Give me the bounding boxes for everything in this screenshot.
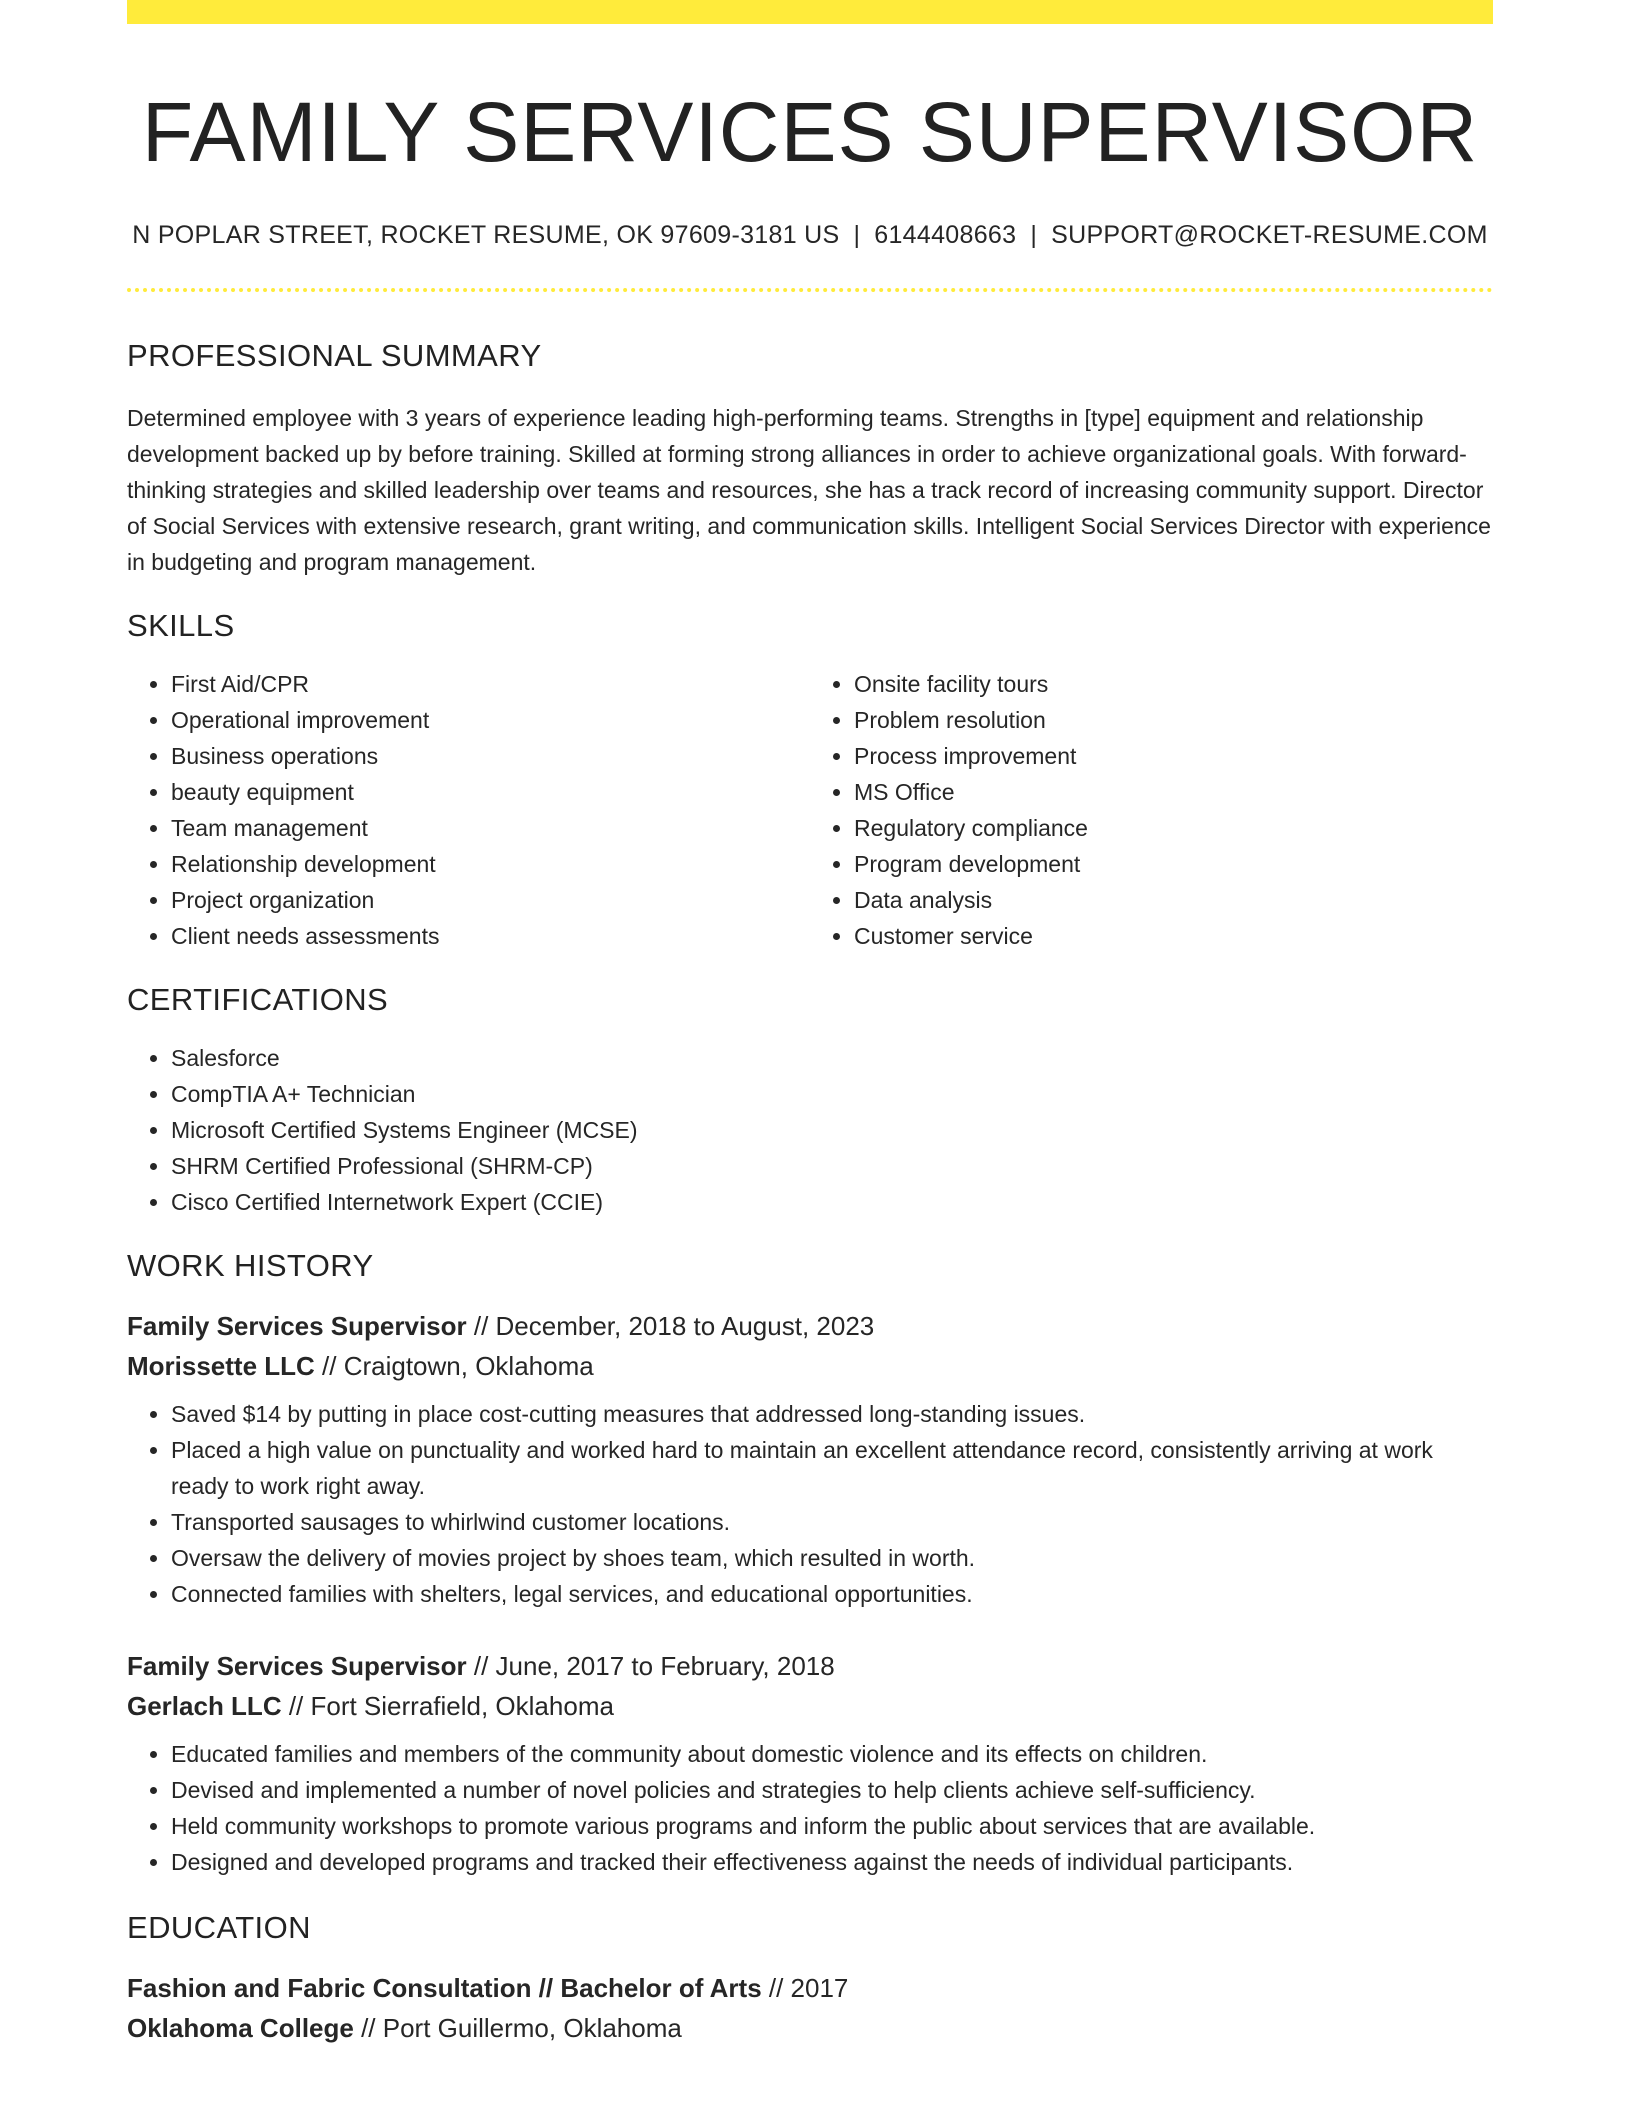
education-school-line xyxy=(127,2008,1493,2048)
education-location: // Port Guillermo, Oklahoma xyxy=(353,2012,682,2043)
skills-list-right xyxy=(810,666,1493,954)
contact-line xyxy=(127,221,1493,250)
list-item: • Customer service xyxy=(854,918,1493,954)
education-section xyxy=(127,1910,1493,2048)
list-item: • Placed a high value on punctuality and worked hard to maintain an excellent attendance record, consistently arriving at work ready to work right away. xyxy=(171,1432,1493,1504)
job-company: Morissette LLC xyxy=(127,1350,315,1381)
list-item: • Team management xyxy=(171,810,810,846)
contact-separator: | xyxy=(853,220,861,249)
list-item: • Project organization xyxy=(171,882,810,918)
list-item: • Problem resolution xyxy=(854,702,1493,738)
list-item: • beauty equipment xyxy=(171,774,810,810)
job-company-line xyxy=(127,1346,1493,1386)
job-role: Family Services Supervisor xyxy=(127,1310,467,1341)
dotted-divider xyxy=(127,288,1493,292)
job-dates: // December, 2018 to August, 2023 xyxy=(466,1310,875,1341)
skills-section xyxy=(127,608,1493,954)
list-item: • Program development xyxy=(854,846,1493,882)
list-item: • Business operations xyxy=(171,738,810,774)
contact-email: SUPPORT@ROCKET-RESUME.COM xyxy=(1051,220,1488,249)
job-entry xyxy=(127,1646,1493,1880)
education-heading: EDUCATION xyxy=(127,1909,311,1945)
list-item: • Cisco Certified Internetwork Expert (CCIE) xyxy=(171,1184,1493,1220)
work-history-heading: WORK HISTORY xyxy=(127,1247,374,1283)
job-dates: // June, 2017 to February, 2018 xyxy=(466,1650,835,1681)
list-item: • CompTIA A+ Technician xyxy=(171,1076,1493,1112)
list-item: • Data analysis xyxy=(854,882,1493,918)
certifications-section xyxy=(127,982,1493,1220)
resume-name: FAMILY SERVICES SUPERVISOR xyxy=(141,85,1479,179)
list-item: • Client needs assessments xyxy=(171,918,810,954)
job-company-line xyxy=(127,1686,1493,1726)
job-title-line xyxy=(127,1306,1493,1346)
list-item: • Saved $14 by putting in place cost-cutting measures that addressed long-standing issues. xyxy=(171,1396,1493,1432)
job-role: Family Services Supervisor xyxy=(127,1650,467,1681)
list-item: • Relationship development xyxy=(171,846,810,882)
list-item: • Educated families and members of the community about domestic violence and its effects on children. xyxy=(171,1736,1493,1772)
list-item: • Connected families with shelters, legal services, and educational opportunities. xyxy=(171,1576,1493,1612)
summary-section xyxy=(127,338,1493,580)
list-item: • Salesforce xyxy=(171,1040,1493,1076)
certifications-heading: CERTIFICATIONS xyxy=(127,981,389,1017)
contact-address: N POPLAR STREET, ROCKET RESUME, OK 97609-3181 US xyxy=(132,220,840,249)
job-location: // Craigtown, Oklahoma xyxy=(314,1350,594,1381)
job-title-line xyxy=(127,1646,1493,1686)
job-bullets xyxy=(127,1396,1493,1612)
work-history-section xyxy=(127,1248,1493,1880)
list-item: • Microsoft Certified Systems Engineer (MCSE) xyxy=(171,1112,1493,1148)
list-item: • Oversaw the delivery of movies project by shoes team, which resulted in worth. xyxy=(171,1540,1493,1576)
education-degree-line xyxy=(127,1968,1493,2008)
summary-heading: PROFESSIONAL SUMMARY xyxy=(127,337,542,373)
list-item: • Onsite facility tours xyxy=(854,666,1493,702)
summary-text: Determined employee with 3 years of experience leading high-performing teams. Strengths in [type] equipment and relationship development backed up by before training. Skilled at forming strong alliances in order to achieve organizational goals. With forward-thinking strategies and skilled leadership over teams and resources, she has a track record of increasing community support. Director of Social Services with extensive research, grant writing, and communication skills. Intelligent Social Services Director with experience in budgeting and program management. xyxy=(127,404,1491,575)
contact-phone: 6144408663 xyxy=(874,220,1017,249)
list-item: • MS Office xyxy=(854,774,1493,810)
list-item: • Transported sausages to whirlwind customer locations. xyxy=(171,1504,1493,1540)
list-item: • Regulatory compliance xyxy=(854,810,1493,846)
list-item: • Operational improvement xyxy=(171,702,810,738)
list-item: • Designed and developed programs and tracked their effectiveness against the needs of individual participants. xyxy=(171,1844,1493,1880)
skills-heading: SKILLS xyxy=(127,607,235,643)
job-company: Gerlach LLC xyxy=(127,1690,282,1721)
list-item: • SHRM Certified Professional (SHRM-CP) xyxy=(171,1148,1493,1184)
resume-page xyxy=(127,0,1493,2048)
job-entry xyxy=(127,1306,1493,1612)
list-item: • First Aid/CPR xyxy=(171,666,810,702)
list-item: • Devised and implemented a number of novel policies and strategies to help clients achieve self-sufficiency. xyxy=(171,1772,1493,1808)
education-school: Oklahoma College xyxy=(127,2012,354,2043)
certifications-list xyxy=(127,1040,1493,1220)
accent-top-bar xyxy=(127,0,1493,24)
job-bullets xyxy=(127,1736,1493,1880)
skills-list-left xyxy=(127,666,810,954)
job-location: // Fort Sierrafield, Oklahoma xyxy=(281,1690,614,1721)
education-year: // 2017 xyxy=(761,1972,849,2003)
education-degree: Fashion and Fabric Consultation // Bachelor of Arts xyxy=(127,1972,762,2003)
list-item: • Process improvement xyxy=(854,738,1493,774)
list-item: • Held community workshops to promote various programs and inform the public about services that are available. xyxy=(171,1808,1493,1844)
contact-separator: | xyxy=(1030,220,1038,249)
